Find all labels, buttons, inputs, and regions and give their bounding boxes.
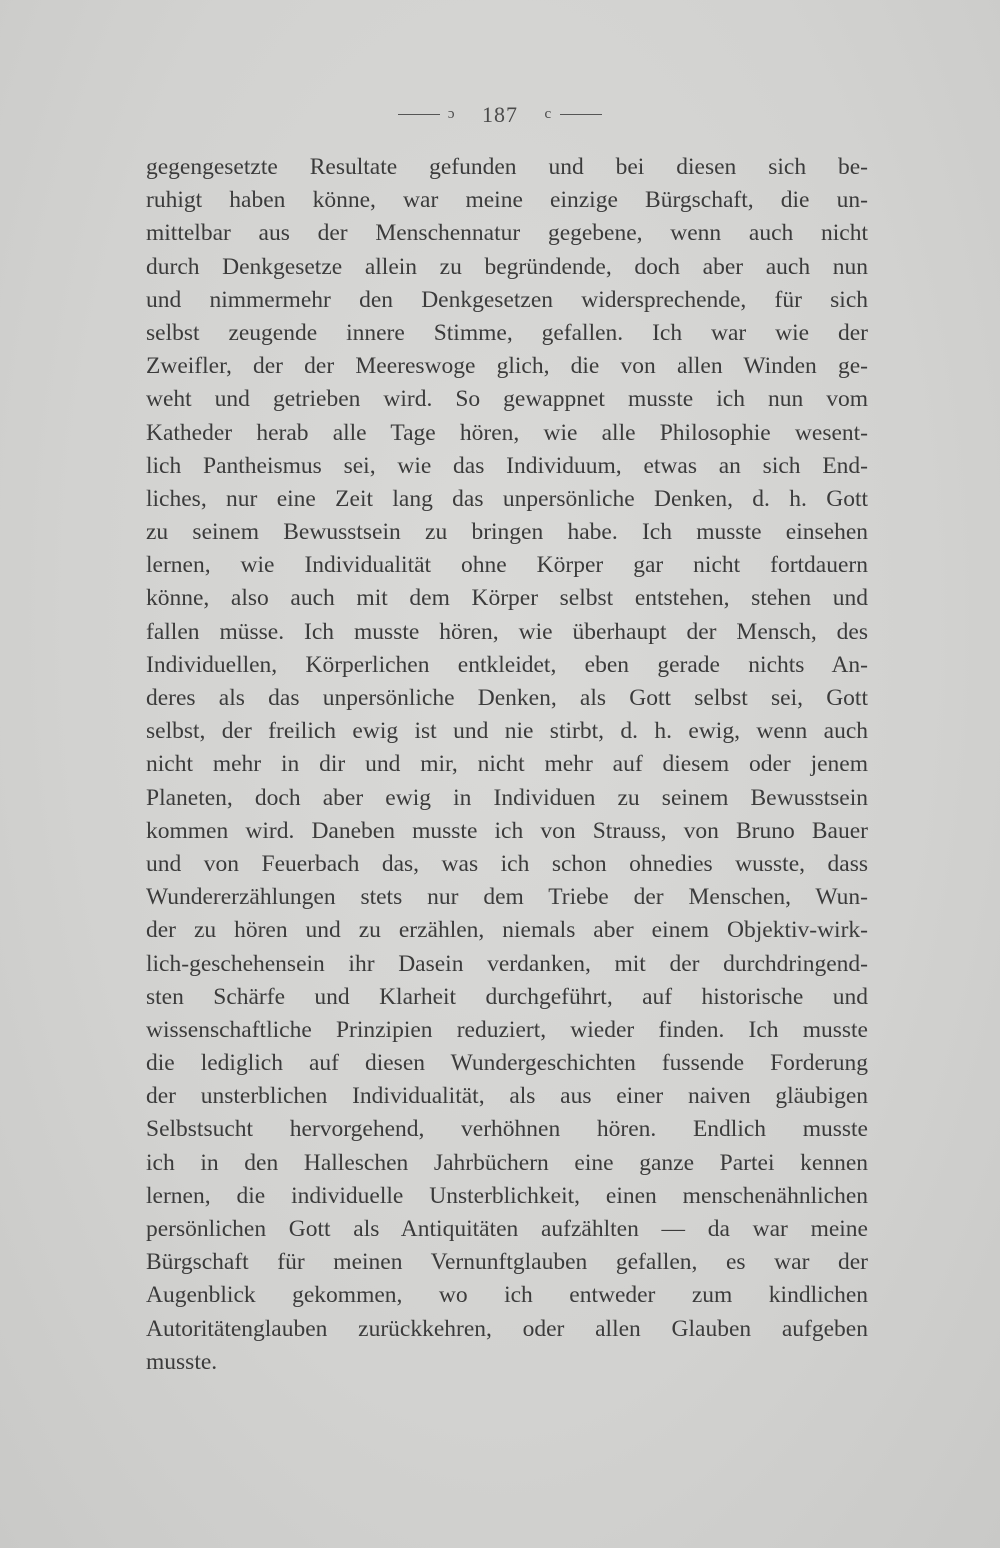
page-number: 187 xyxy=(482,101,518,127)
text-line: gegengesetzte Resultate gefunden und bei diesen sich be- xyxy=(146,154,868,180)
text-line: die lediglich auf diesen Wundergeschichten fussende Forderung xyxy=(146,1050,868,1077)
text-line: durch Denkgesetze allein zu begründende, doch aber auch nun xyxy=(146,253,868,280)
text-line: fallen müsse. Ich musste hören, wie überhaupt der Mensch, des xyxy=(146,618,868,645)
text-line: zu seinem Bewusstsein zu bringen habe. Ich musste einsehen xyxy=(146,519,868,546)
text-line: selbst, der freilich ewig ist und nie stirbt, d. h. ewig, wenn auch xyxy=(146,718,868,745)
text-line: ruhigt haben könne, war meine einzige Bürgschaft, die un- xyxy=(146,187,868,214)
text-line: Selbstsucht hervorgehend, verhöhnen hören. Endlich musste xyxy=(146,1116,868,1143)
right-ornament: c xyxy=(544,106,553,123)
text-line: kommen wird. Daneben musste ich von Strauss, von Bruno Bauer xyxy=(146,817,868,844)
text-line: ich in den Halleschen Jahrbüchern eine ganze Partei kennen xyxy=(146,1149,868,1176)
text-line: Katheder herab alle Tage hören, wie alle Philosophie wesent- xyxy=(146,419,868,446)
text-line: lernen, die individuelle Unsterblichkeit, einen menschenähnlichen xyxy=(146,1182,868,1209)
text-line: Autoritätenglauben zurückkehren, oder allen Glauben aufgeben xyxy=(146,1315,868,1342)
text-line: Planeten, doch aber ewig in Individuen zu seinem Bewusstsein xyxy=(146,784,868,811)
body-text xyxy=(146,151,868,1379)
text-line: Augenblick gekommen, wo ich entweder zum kindlichen xyxy=(146,1282,868,1309)
right-rule xyxy=(560,114,602,115)
text-line: könne, also auch mit dem Körper selbst entstehen, stehen und xyxy=(146,585,868,612)
text-line: liches, nur eine Zeit lang das unpersönliche Denken, d. h. Gott xyxy=(146,485,868,512)
text-line: lich-geschehensein ihr Dasein verdanken, mit der durchdringend- xyxy=(146,950,868,977)
text-line: Individuellen, Körperlichen entkleidet, eben gerade nichts An- xyxy=(146,651,868,678)
text-line: wissenschaftliche Prinzipien reduziert, wieder finden. Ich musste xyxy=(146,1016,868,1043)
text-line: und nimmermehr den Denkgesetzen widersprechende, für sich xyxy=(146,286,868,313)
text-line: der unsterblichen Individualität, als aus einer naiven gläubigen xyxy=(146,1083,868,1110)
text-line: musste. xyxy=(146,1348,218,1375)
text-line: selbst zeugende innere Stimme, gefallen. Ich war wie der xyxy=(146,319,868,346)
text-line: der zu hören und zu erzählen, niemals aber einem Objektiv-wirk- xyxy=(146,917,868,944)
text-line: Bürgschaft für meinen Vernunftglauben gefallen, es war der xyxy=(146,1249,868,1276)
text-line: weht und getrieben wird. So gewappnet musste ich nun vom xyxy=(146,386,868,413)
text-line: sten Schärfe und Klarheit durchgeführt, auf historische und xyxy=(146,983,868,1010)
text-line: deres als das unpersönliche Denken, als Gott selbst sei, Gott xyxy=(146,685,868,711)
text-line: Wundererzählungen stets nur dem Triebe der Menschen, Wun- xyxy=(146,884,868,911)
text-line: persönlichen Gott als Antiquitäten aufzählten — da war meine xyxy=(146,1216,868,1242)
running-head xyxy=(0,100,1000,128)
text-line: Zweifler, der der Meereswoge glich, die von allen Winden ge- xyxy=(146,353,868,380)
left-ornament: ɔ xyxy=(447,106,456,123)
text-line: lernen, wie Individualität ohne Körper gar nicht fortdauern xyxy=(146,552,868,579)
text-line: nicht mehr in dir und mir, nicht mehr auf diesem oder jenem xyxy=(146,751,868,778)
text-line: und von Feuerbach das, was ich schon ohnedies wusste, dass xyxy=(146,850,868,877)
left-rule xyxy=(398,114,440,115)
text-line: mittelbar aus der Menschennatur gegebene, wenn auch nicht xyxy=(146,220,868,247)
text-line: lich Pantheismus sei, wie das Individuum, etwas an sich End- xyxy=(146,452,868,479)
